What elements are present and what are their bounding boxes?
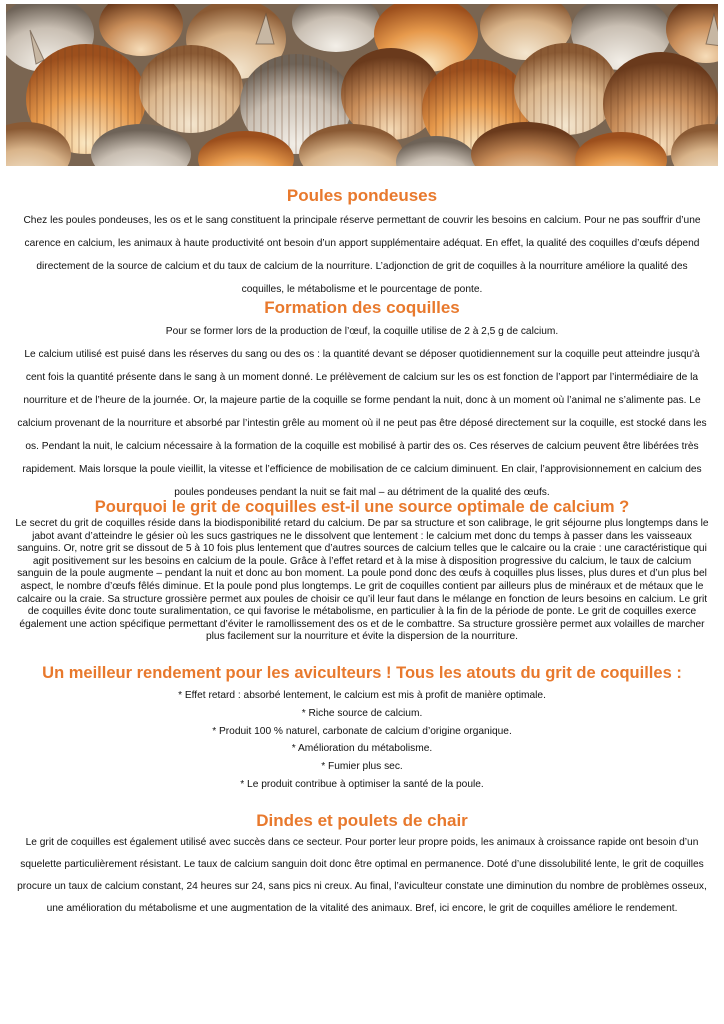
section-title-poules-pondeuses: Poules pondeuses	[286, 186, 438, 205]
section-title-pourquoi-grit: Pourquoi le grit de coquilles est-il une source optimale de calcium ?	[94, 498, 630, 516]
section-title-meilleur-rendement: Un meilleur rendement pour les aviculteurs ! Tous les atouts du grit de coquilles :	[42, 664, 682, 682]
list-item: * Le produit contribue à optimiser la santé de la poule.	[240, 778, 484, 790]
paragraph: Chez les poules pondeuses, les os et le sang constituent la principale réserve permettant de couvrir les besoins en calcium. Pour ne pas souffrir d’une carence en calcium, les animaux à haute productivité ont besoin d’un apport supplémentaire adéquat. En effet, la qualité des coquilles d’œufs dépend directement de la source de calcium et du taux de calcium de la nourriture. L’adjonction de grit de coquilles à la nourriture améliore la qualité des coquilles, le métabolisme et le pourcentage de ponte.	[23, 215, 701, 295]
section-title-dindes-poulets: Dindes et poulets de chair	[256, 811, 468, 830]
atouts-list	[0, 687, 724, 794]
paragraph: Le grit de coquilles est également utilisé avec succès dans ce secteur. Pour porter leur propre poids, les animaux à croissance rapide ont besoin d’un squelette particulièrement résistant. Le taux de calcium sanguin doit donc être optimal en permanence. Doté d’une dissolubilité lente, le grit de coquilles procure un taux de calcium constant, 24 heures sur 24, sans pics ni creux. Au final, l’aviculteur constate une diminution du nombre de problèmes osseux, une amélioration du métabolisme et une augmentation de la vitalité des animaux. Bref, ici encore, le grit de coquilles améliore le rendement.	[17, 837, 707, 914]
paragraph: Le calcium utilisé est puisé dans les réserves du sang ou des os : la quantité devant se déposer quotidiennement sur la coquille peut atteindre jusqu'à cent fois la quantité présente dans le sang à un moment donné. Le prélèvement de calcium sur les os est fonction de l’apport par l’intermédiaire de la nourriture et de l’heure de la journée. Or, la majeure partie de la coquille se forme pendant la nuit, donc à un moment où l’animal ne s’alimente pas. Le calcium provenant de la nourriture et absorbé par l’intestin grêle au moment où il ne peut pas être déposé directement sur la coquille, est stocké dans les os. Pendant la nuit, le calcium nécessaire à la formation de la coquille est mobilisé à partir des os. Ces réserves de calcium peuvent être libérées très rapidement. Mais lorsque la poule vieillit, la vitesse et l’efficience de mobilisation de ce calcium diminuent. En clair, l’approvisionnement en calcium des poules pondeuses pendant la nuit se fait mal – au détriment de la qualité des œufs.	[17, 349, 707, 498]
section-body-pourquoi-grit	[14, 518, 710, 644]
section-title-formation-coquilles: Formation des coquilles	[264, 298, 460, 317]
paragraph: Pour se former lors de la production de l’œuf, la coquille utilise de 2 à 2,5 g de calcium.	[165, 326, 559, 337]
seashells-photo	[6, 4, 718, 166]
section-body-formation-coquilles	[14, 320, 710, 504]
list-item: * Amélioration du métabolisme.	[291, 743, 433, 755]
section-body-poules-pondeuses	[14, 209, 710, 301]
paragraph: Le secret du grit de coquilles réside dans la biodisponibilité retard du calcium. De par sa structure et son calibrage, le grit séjourne plus longtemps dans le jabot avant d’atteindre le gésier où les sucs gastriques ne le dissolvent que lentement : le calcium met donc du temps à passer dans les vaisseaux sanguins. Or, notre grit se dissout de 5 à 10 fois plus lentement que d’autres sources de calcium telles que le calcaire ou la craie : une caractéristique qui agit positivement sur les besoins en calcium de la poule. Grâce à l’effet retard et à la mise à disposition progressive du calcium, le taux de calcium sanguin de la poule augmente – pendant la nuit et donc au bon moment. La poule pond donc des œufs à coquilles plus lisses, plus dures et d’un plus bel aspect, le nombre d’œufs fêlés diminue. Et la poule pond plus longtemps. Le grit de coquilles contient par ailleurs plus de minéraux et de métaux que le calcaire ou la craie. Sa structure grossière permet aux poules de choisir ce qu’il leur faut dans le mélange en fonction de leurs besoins en calcium. Le grit de coquilles évite donc toute suralimentation, ce qui favorise le métabolisme, en particulier à la fin de la période de ponte. Le grit de coquilles exerce également une action spécifique permettant d’éviter le ramollissement des os et de le combattre. Sa structure grossière permet aux volailles de marcher plus facilement sur la nourriture et évite la dispersion de la nourriture.	[15, 518, 709, 643]
list-item: * Produit 100 % naturel, carbonate de calcium d’origine organique.	[212, 725, 512, 737]
seashells-banner-image	[6, 4, 718, 166]
list-item: * Fumier plus sec.	[321, 761, 403, 773]
list-item: * Effet retard : absorbé lentement, le calcium est mis à profit de manière optimale.	[178, 690, 546, 701]
list-item: * Riche source de calcium.	[301, 707, 423, 719]
section-body-dindes-poulets	[14, 832, 710, 920]
